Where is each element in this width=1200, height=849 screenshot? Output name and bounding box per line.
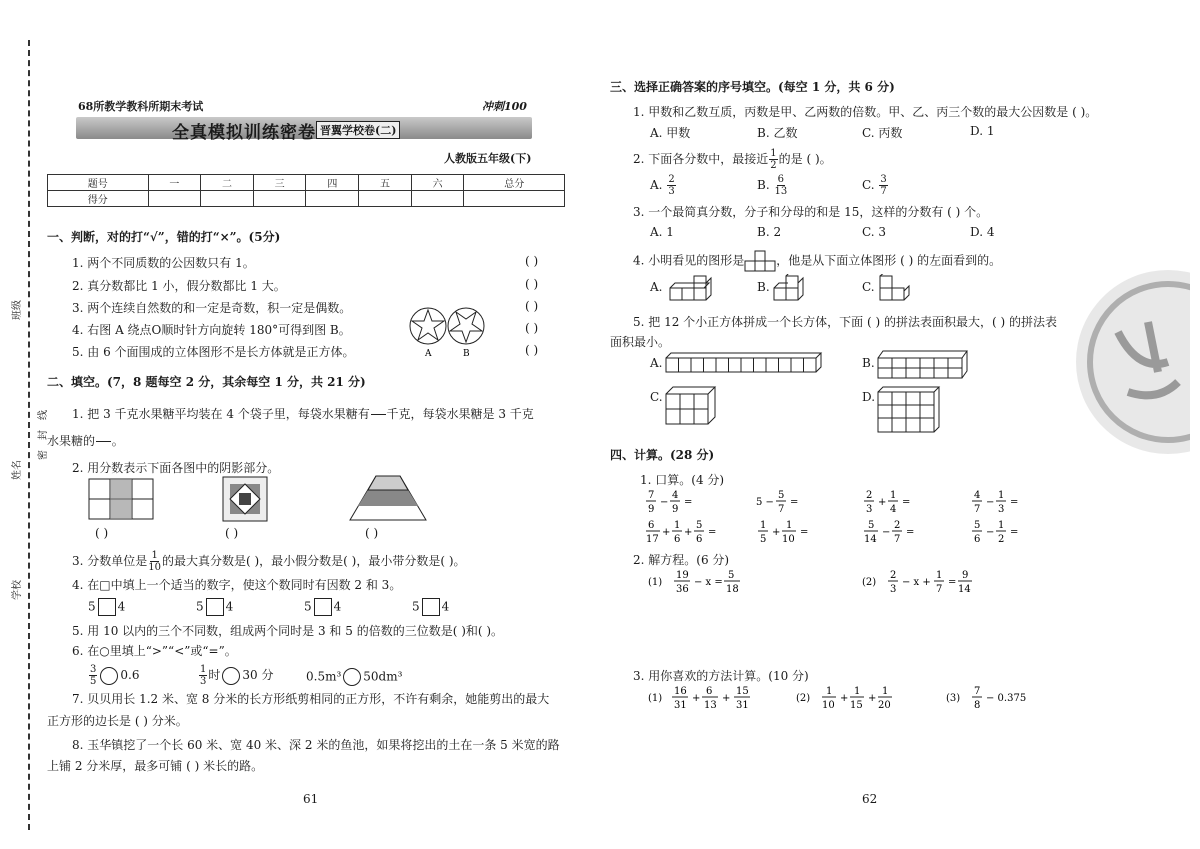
svg-text:13: 13 <box>704 700 717 711</box>
svg-text:1: 1 <box>760 520 767 531</box>
svg-text:3: 3 <box>866 504 873 515</box>
svg-text:7: 7 <box>778 504 785 515</box>
score-header: 一 <box>148 175 201 191</box>
cuboid-figure-c <box>664 384 718 428</box>
score-header: 六 <box>411 175 464 191</box>
answer-blank[interactable]: ( ) <box>225 526 239 540</box>
svg-text:+: + <box>840 693 849 704</box>
calc-problem-3 <box>946 686 1026 711</box>
svg-text:+: + <box>684 527 693 538</box>
option[interactable]: B. 乙数 <box>757 126 798 140</box>
equations-row <box>646 568 1006 598</box>
svg-text:=: = <box>902 497 911 508</box>
answer-blank[interactable]: ( ) <box>95 526 109 540</box>
answer-blank[interactable]: ( ) <box>525 321 539 335</box>
binding-strip <box>0 0 49 849</box>
svg-text:+: + <box>722 693 731 704</box>
svg-text:9: 9 <box>648 504 655 515</box>
shaded-triangle-figure <box>348 474 428 522</box>
option[interactable]: A. 甲数 <box>650 126 691 140</box>
svg-text:9: 9 <box>962 570 969 581</box>
svg-text:+: + <box>662 527 671 538</box>
page-number-left: 61 <box>303 792 319 806</box>
s2-q7: 7. 贝贝用长 1.2 米、宽 8 分米的长方形纸剪相同的正方形，不许有剩余，她能剪出的最大 <box>72 692 550 706</box>
svg-text:− 0.375: − 0.375 <box>986 693 1027 704</box>
svg-text:5: 5 <box>974 520 981 531</box>
svg-text:6: 6 <box>706 686 713 697</box>
option[interactable]: A. <box>650 280 663 294</box>
shaded-square-figure <box>222 476 268 522</box>
svg-text:1: 1 <box>890 490 897 501</box>
section2-title: 二、填空。(7，8 题每空 2 分，其余每空 1 分，共 21 分) <box>47 375 366 389</box>
svg-text:=: = <box>800 527 809 538</box>
svg-text:=: = <box>1010 527 1019 538</box>
svg-text:7: 7 <box>894 534 901 545</box>
svg-text:7: 7 <box>974 686 981 697</box>
svg-text:1: 1 <box>826 686 833 697</box>
compare-item: $\frac{3}{5}$ 0.6 <box>90 664 140 687</box>
cube-figure-a <box>668 274 714 302</box>
score-header: 五 <box>359 175 412 191</box>
score-cell[interactable] <box>359 191 412 207</box>
figure-b-label: B <box>463 349 470 358</box>
answer-blank[interactable]: ( ) <box>525 277 539 291</box>
svg-text:−: − <box>660 497 669 508</box>
svg-text:6: 6 <box>696 534 703 545</box>
svg-text:9: 9 <box>672 504 679 515</box>
option[interactable]: C. 丙数 <box>862 126 903 140</box>
s2-q6: 6. 在○里填上“>”“<”或“=”。 <box>72 644 237 658</box>
answer-blank[interactable]: ( ) <box>525 299 539 313</box>
name-label: 姓名 <box>12 460 23 480</box>
svg-text:+: + <box>772 527 781 538</box>
svg-text:1: 1 <box>936 570 943 581</box>
svg-text:6: 6 <box>974 534 981 545</box>
svg-text:=: = <box>906 527 915 538</box>
oral-problem-6 <box>758 520 808 545</box>
oral-problem-1 <box>646 490 692 515</box>
digit-box-group: 5 4 <box>412 598 449 616</box>
option[interactable]: C. 3 <box>862 225 887 239</box>
svg-text:(1): (1) <box>648 577 663 588</box>
score-cell[interactable] <box>411 191 464 207</box>
oral-problem-2 <box>756 490 798 515</box>
svg-text:6: 6 <box>648 520 655 531</box>
cube-figure-b <box>772 274 812 302</box>
score-header: 四 <box>306 175 359 191</box>
s1-item-3: 3. 两个连续自然数的和一定是奇数，积一定是偶数。 <box>72 301 352 315</box>
class-label: 班级 <box>12 300 23 320</box>
digit-box[interactable] <box>314 598 332 616</box>
option[interactable]: D. 1 <box>970 124 995 138</box>
svg-text:− x +: − x + <box>902 577 931 588</box>
equation-2 <box>862 570 972 595</box>
svg-text:=: = <box>790 497 799 508</box>
svg-text:−: − <box>986 497 995 508</box>
cuboid-figure-a <box>664 350 824 376</box>
svg-text:4: 4 <box>672 490 679 501</box>
brand-label: 冲刺100 <box>482 100 527 113</box>
cube-figure-c <box>878 274 918 302</box>
score-cell[interactable] <box>201 191 254 207</box>
option[interactable]: C. $\frac{3}{7}$ <box>862 174 887 197</box>
option[interactable]: B. $\frac{6}{13}$ <box>757 174 788 197</box>
equation-1 <box>648 570 740 595</box>
s2-q1-cont: 水果糖的 。 <box>47 430 124 453</box>
svg-text:19: 19 <box>676 570 689 581</box>
section3-title: 三、选择正确答案的序号填空。(每空 1 分，共 6 分) <box>610 80 895 94</box>
svg-text:1: 1 <box>854 686 861 697</box>
svg-text:6: 6 <box>674 534 681 545</box>
s2-q5: 5. 用 10 以内的三个不同数，组成两个同时是 3 和 5 的倍数的三位数是( )和( )。 <box>72 624 504 638</box>
score-cell[interactable] <box>306 191 359 207</box>
s3-q5-cont: 面积最小。 <box>610 335 671 349</box>
svg-text:2: 2 <box>890 570 897 581</box>
exam-tag: 晋翼学校卷(二) <box>316 121 400 139</box>
svg-text:=: = <box>1010 497 1019 508</box>
section4-title: 四、计算。(28 分) <box>610 448 715 462</box>
svg-text:5: 5 <box>728 570 735 581</box>
figure-a-label: A <box>425 349 432 358</box>
s3-q1: 1. 甲数和乙数互质，丙数是甲、乙两数的倍数。甲、乙、丙三个数的最大公因数是 ( )。 <box>633 105 1098 119</box>
svg-text:5: 5 <box>760 534 767 545</box>
digit-box[interactable] <box>98 598 116 616</box>
compare-item: 0.5m³ 50dm³ <box>306 668 402 686</box>
section1-title: 一、判断，对的打“√”，错的打“×”。(5分) <box>47 230 281 244</box>
svg-text:16: 16 <box>674 686 687 697</box>
svg-text:1: 1 <box>998 520 1005 531</box>
svg-text:18: 18 <box>726 584 739 595</box>
option[interactable]: B. 2 <box>757 225 782 239</box>
compare-circle[interactable] <box>100 667 118 685</box>
seal-stamp <box>1068 262 1190 462</box>
s2-q7-cont: 正方形的边长是 ( ) 分米。 <box>47 714 188 728</box>
density-label: 密 <box>38 450 49 460</box>
cuboid-figure-b <box>876 348 968 380</box>
svg-text:4: 4 <box>974 490 981 501</box>
svg-text:15: 15 <box>850 700 863 711</box>
svg-text:14: 14 <box>958 584 971 595</box>
svg-text:−: − <box>882 527 891 538</box>
svg-text:7: 7 <box>974 504 981 515</box>
digit-box-group: 5 4 <box>196 598 233 616</box>
school-label: 学校 <box>12 580 23 600</box>
compare-circle[interactable] <box>343 668 361 686</box>
s1-item-2: 2. 真分数都比 1 小，假分数都比 1 大。 <box>72 279 286 293</box>
svg-text:17: 17 <box>646 534 659 545</box>
svg-text:(3): (3) <box>946 693 961 704</box>
binding-dashed-line <box>28 40 30 830</box>
svg-text:=: = <box>948 577 957 588</box>
calc-problem-1 <box>648 686 750 711</box>
digit-box-group: 5 4 <box>88 598 125 616</box>
calc-problem-2 <box>796 686 892 711</box>
option[interactable]: C. <box>650 390 663 404</box>
svg-text:+: + <box>692 693 701 704</box>
score-header: 三 <box>253 175 306 191</box>
s1-item-1: 1. 两个不同质数的公因数只有 1。 <box>72 256 255 270</box>
svg-text:1: 1 <box>786 520 793 531</box>
svg-text:5 −: 5 − <box>756 497 774 508</box>
s2-q8-cont: 上铺 2 分米厚，最多可铺 ( ) 米长的路。 <box>47 759 264 773</box>
answer-blank[interactable]: ( ) <box>365 526 379 540</box>
s2-q1: 1. 把 3 千克水果糖平均装在 4 个袋子里，每袋水果糖有 千克，每袋水果糖是 3 千克 <box>72 403 534 426</box>
svg-text:5: 5 <box>868 520 875 531</box>
score-cell[interactable] <box>464 191 565 207</box>
svg-text:7: 7 <box>648 490 655 501</box>
oral-problem-4 <box>972 490 1018 515</box>
grade-label: 人教版五年级(下) <box>444 152 532 165</box>
option[interactable]: A. <box>650 356 663 370</box>
score-header: 总分 <box>464 175 565 191</box>
score-cell[interactable] <box>148 191 201 207</box>
option[interactable]: D. <box>862 390 876 404</box>
exam-title: 全真模拟训练密卷 <box>172 123 316 143</box>
s2-q3: 3. 分数单位是 $\frac{1}{10}$ 的最大真分数是( )，最小假分数是( )，最小带分数是( )。 <box>72 550 466 573</box>
svg-text:5: 5 <box>778 490 785 501</box>
cuboid-figure-d <box>876 384 942 434</box>
compare-item: $\frac{1}{3}$ 时 30 分 <box>200 664 274 687</box>
s2-q2: 2. 用分数表示下面各图中的阴影部分。 <box>72 461 280 475</box>
svg-text:4: 4 <box>890 504 897 515</box>
option[interactable]: A. 1 <box>650 225 674 239</box>
option[interactable]: A. $\frac{2}{3}$ <box>650 174 675 197</box>
oral-problem-8 <box>972 520 1018 545</box>
option[interactable]: D. 4 <box>970 225 995 239</box>
svg-text:+: + <box>878 497 887 508</box>
svg-text:(2): (2) <box>796 693 811 704</box>
series-label: 68所教学教科所期末考试 <box>78 100 204 113</box>
answer-blank[interactable]: ( ) <box>525 343 539 357</box>
s3-q4: 4. 小明看见的图形是 ，他是从下面立体图形 ( ) 的左面看到的。 <box>633 250 1001 272</box>
score-header: 二 <box>201 175 254 191</box>
rotation-figure <box>408 306 492 358</box>
svg-text:=: = <box>684 497 693 508</box>
option[interactable]: B. <box>862 356 875 370</box>
svg-text:(2): (2) <box>862 577 877 588</box>
s3-q3: 3. 一个最简真分数，分子和分母的和是 15，这样的分数有 ( ) 个。 <box>633 205 989 219</box>
score-header: 题号 <box>48 175 149 191</box>
svg-text:1: 1 <box>674 520 681 531</box>
digit-box-group: 5 4 <box>304 598 341 616</box>
digit-box[interactable] <box>422 598 440 616</box>
svg-text:31: 31 <box>674 700 687 711</box>
s1-item-4: 4. 右图 A 绕点O顺时针方向旋转 180°可得到图 B。 <box>72 323 351 337</box>
svg-text:7: 7 <box>936 584 943 595</box>
oral-problem-3 <box>864 490 910 515</box>
svg-text:1: 1 <box>998 490 1005 501</box>
svg-text:31: 31 <box>736 700 749 711</box>
svg-text:3: 3 <box>890 584 897 595</box>
svg-text:15: 15 <box>736 686 749 697</box>
score-cell[interactable] <box>253 191 306 207</box>
page-number-right: 62 <box>862 792 878 806</box>
s2-q4: 4. 在□中填上一个适当的数字，使这个数同时有因数 2 和 3。 <box>72 578 402 592</box>
s3-q2: 2. 下面各分数中，最接近 $\frac{1}{2}$ 的是 ( )。 <box>633 148 832 171</box>
view-shape-icon <box>744 250 776 272</box>
svg-text:− x =: − x = <box>694 577 723 588</box>
s1-item-5: 5. 由 6 个面围成的立体图形不是长方体就是正方体。 <box>72 345 355 359</box>
svg-text:1: 1 <box>882 686 889 697</box>
answer-blank[interactable]: ( ) <box>525 254 539 268</box>
svg-text:2: 2 <box>894 520 901 531</box>
svg-text:10: 10 <box>822 700 835 711</box>
free-method-row <box>646 684 1046 714</box>
score-table <box>47 174 565 207</box>
svg-text:(1): (1) <box>648 693 663 704</box>
svg-text:2: 2 <box>998 534 1005 545</box>
svg-text:−: − <box>986 527 995 538</box>
line-label: 线 <box>38 410 49 420</box>
s4-sub3: 3. 用你喜欢的方法计算。(10 分) <box>633 669 809 683</box>
svg-text:14: 14 <box>864 534 877 545</box>
s4-sub2: 2. 解方程。(6 分) <box>633 553 730 567</box>
oral-problem-5 <box>646 520 716 545</box>
s4-sub1: 1. 口算。(4 分) <box>640 473 725 487</box>
svg-text:+: + <box>868 693 877 704</box>
oral-arithmetic-grid <box>646 488 1046 548</box>
option[interactable]: C. <box>862 280 875 294</box>
oral-problem-7 <box>864 520 914 545</box>
s3-q5: 5. 把 12 个小正方体拼成一个长方体，下面 ( ) 的拼法表面积最大，( ) 的拼法表 <box>633 315 1057 329</box>
compare-circle[interactable] <box>222 667 240 685</box>
svg-text:2: 2 <box>866 490 873 501</box>
option[interactable]: B. <box>757 280 770 294</box>
score-row-label: 得分 <box>48 191 149 207</box>
svg-text:36: 36 <box>676 584 689 595</box>
digit-box[interactable] <box>206 598 224 616</box>
seal-label: 封 <box>38 430 49 440</box>
svg-text:3: 3 <box>998 504 1005 515</box>
svg-text:=: = <box>708 527 717 538</box>
svg-text:5: 5 <box>696 520 703 531</box>
s2-q8: 8. 玉华镇挖了一个长 60 米、宽 40 米、深 2 米的鱼池，如果将挖出的土在一条 5 米宽的路 <box>72 738 560 752</box>
svg-text:10: 10 <box>782 534 795 545</box>
svg-text:8: 8 <box>974 700 981 711</box>
shaded-rectangle-figure <box>88 478 154 520</box>
svg-text:20: 20 <box>878 700 891 711</box>
